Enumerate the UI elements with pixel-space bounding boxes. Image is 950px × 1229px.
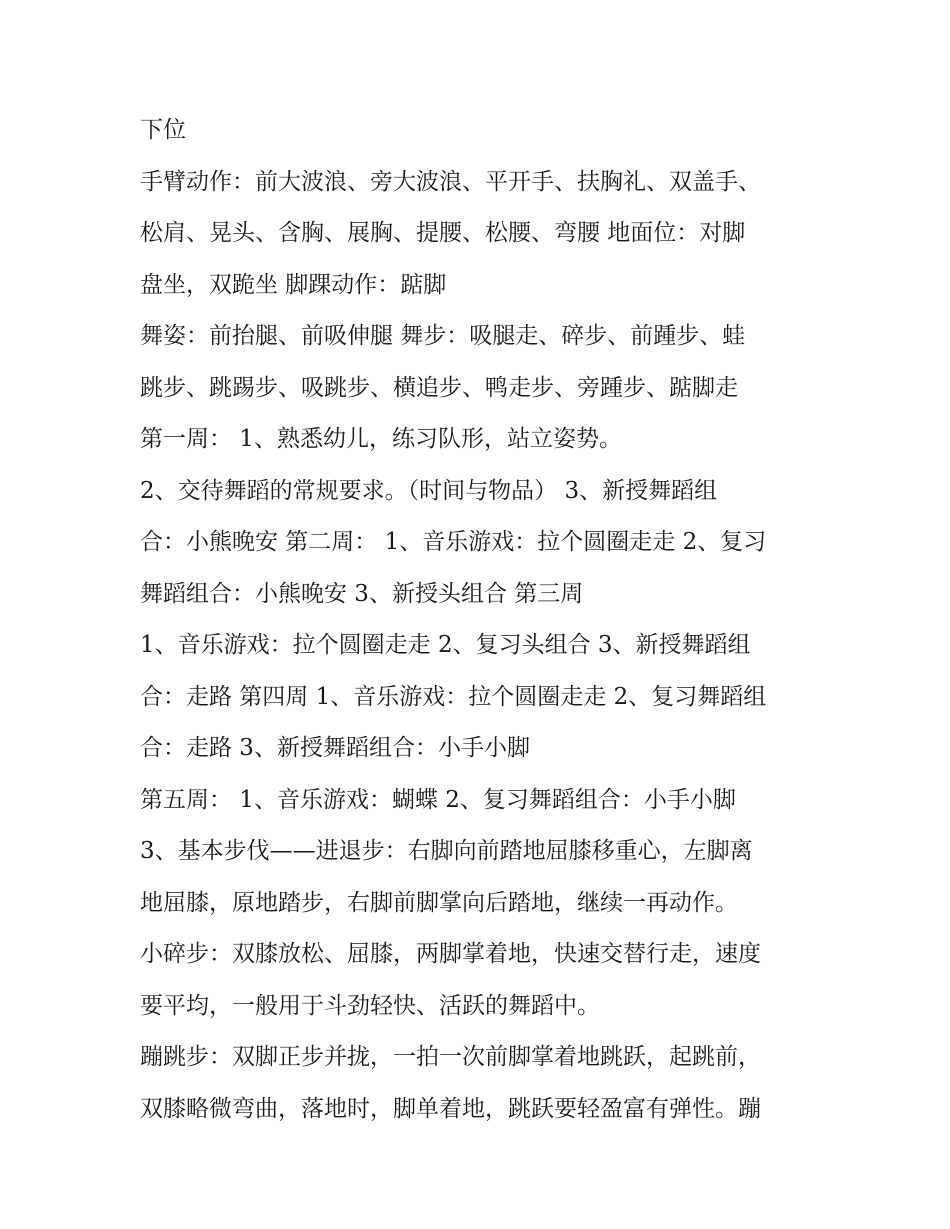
text-line: 第五周： 1、音乐游戏：蝴蝶 2、复习舞蹈组合：小手小脚 <box>140 786 736 813</box>
text-line: 小碎步：双膝放松、屈膝，两脚掌着地，快速交替行走，速度 <box>140 941 761 967</box>
text-line: 松肩、晃头、含胸、展胸、提腰、松腰、弯腰 地面位：对脚 <box>140 220 746 246</box>
text-line: 要平均，一般用于斗劲轻快、活跃的舞蹈中。 <box>140 992 600 1019</box>
text-line: 合：小熊晚安 第二周： 1、音乐游戏：拉个圆圈走走 2、复习 <box>140 529 767 555</box>
text-line: 跳步、跳踢步、吸跳步、横追步、鸭走步、旁踵步、踮脚走 <box>140 374 738 401</box>
text-line: 舞姿：前抬腿、前吸伸腿 舞步：吸腿走、碎步、前踵步、蛙 <box>140 323 746 349</box>
text-line: 舞蹈组合：小熊晚安 3、新授头组合 第三周 <box>140 580 584 607</box>
text-line: 2、交待舞蹈的常规要求。（时间与物品） 3、新授舞蹈组 <box>140 477 718 504</box>
text-line: 1、音乐游戏：拉个圆圈走走 2、复习头组合 3、新授舞蹈组 <box>140 632 751 658</box>
document-body <box>140 110 830 1140</box>
text-line: 下位 <box>140 117 186 143</box>
text-line: 双膝略微弯曲，落地时，脚单着地，跳跃要轻盈富有弹性。蹦 <box>140 1095 761 1122</box>
text-line: 第一周： 1、熟悉幼儿，练习队形，站立姿势。 <box>140 426 622 452</box>
text-line: 手臂动作：前大波浪、旁大波浪、平开手、扶胸礼、双盖手、 <box>140 168 761 195</box>
text-line: 盘坐，双跪坐 脚踝动作：踮脚 <box>140 271 447 298</box>
text-line: 合：走路 3、新授舞蹈组合：小手小脚 <box>140 735 530 761</box>
text-line: 3、基本步伐——进退步：右脚向前踏地屈膝移重心，左脚离 <box>140 838 753 864</box>
text-line: 蹦跳步：双脚正步并拢，一拍一次前脚掌着地跳跃，起跳前， <box>140 1044 761 1070</box>
text-line: 合：走路 第四周 1、音乐游戏：拉个圆圈走走 2、复习舞蹈组 <box>140 683 767 710</box>
text-line: 地屈膝，原地踏步，右脚前脚掌向后踏地，继续一再动作。 <box>140 889 738 916</box>
